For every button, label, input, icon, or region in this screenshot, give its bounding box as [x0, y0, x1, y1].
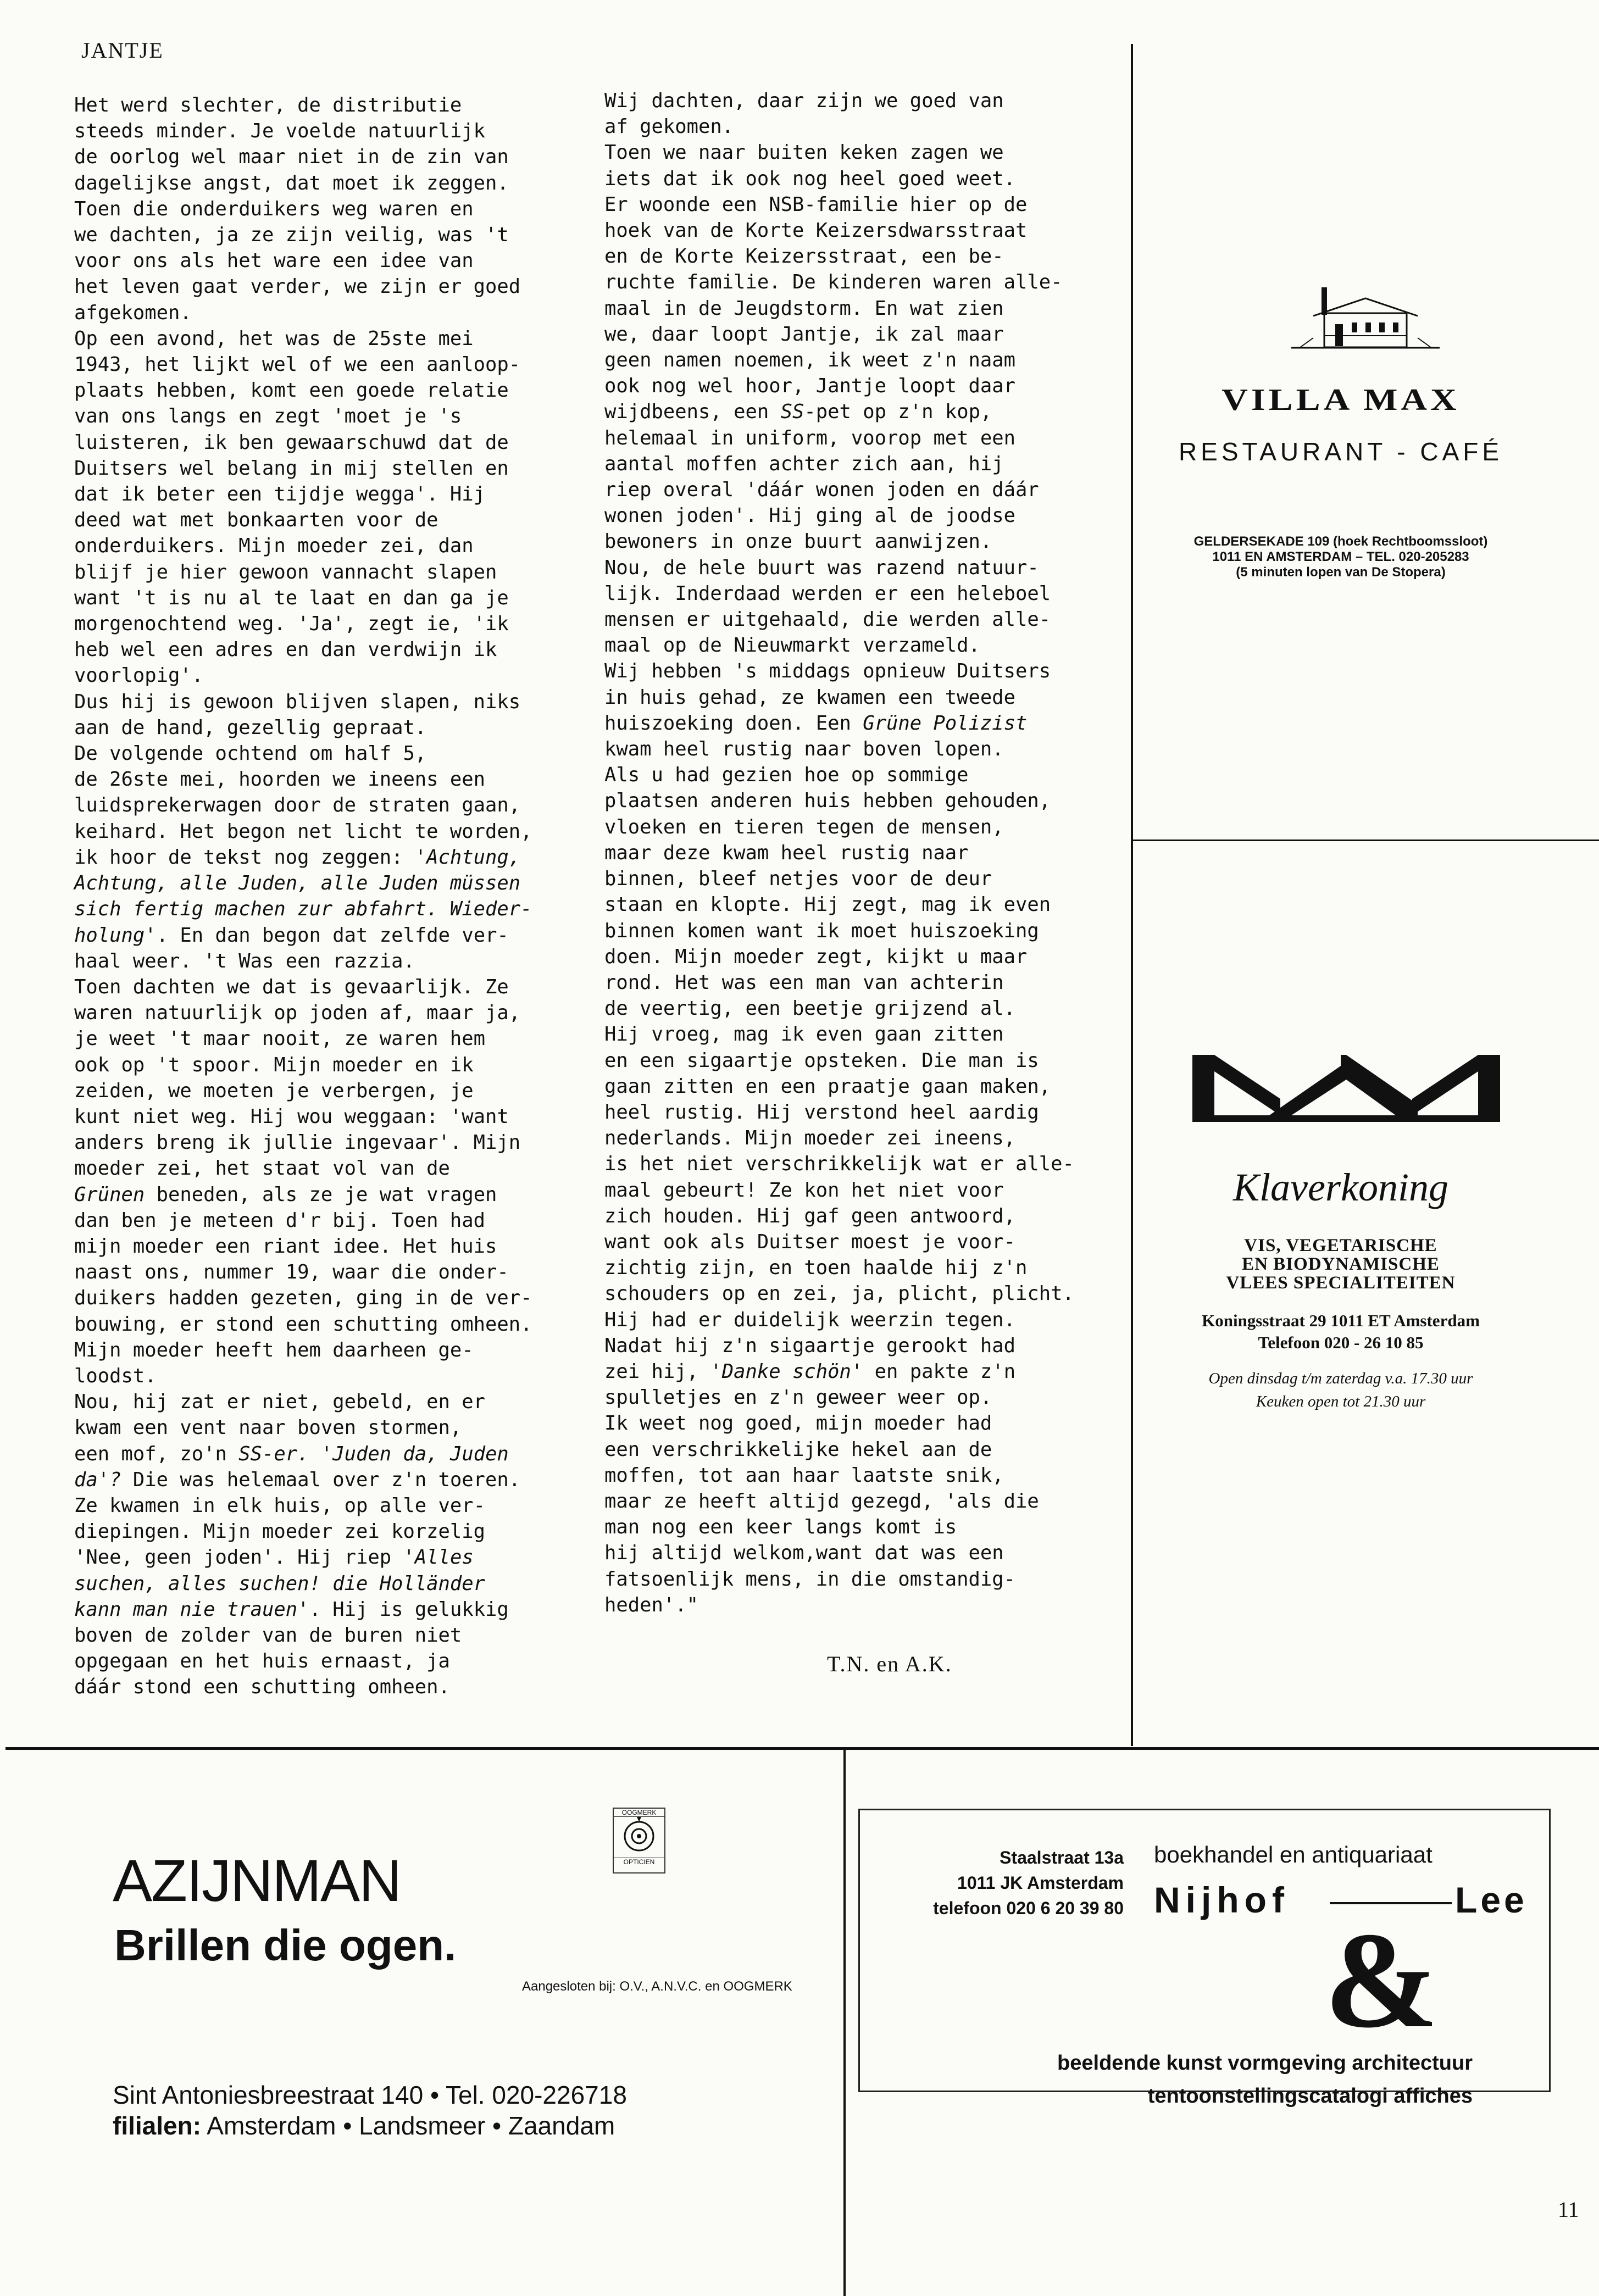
- oogmerk-badge-icon: OOGMERK OPTICIEN: [613, 1808, 665, 1874]
- article-column-2: [604, 88, 1074, 1618]
- villa-max-building-icon: [1291, 283, 1440, 362]
- article-line: spulletjes en z'n geweer weer op.: [604, 1386, 992, 1409]
- column-divider-vertical: [1131, 44, 1133, 1746]
- article-line: is het niet verschrikkelijk wat er alle-: [604, 1153, 1074, 1176]
- article-line: want ook als Duitser moest je voor-: [604, 1230, 1016, 1253]
- article-line: van ons langs en zegt 'moet je 's: [74, 405, 462, 428]
- article-line: steeds minder. Je voelde natuurlijk: [74, 120, 486, 143]
- article-line: Nadat hij z'n sigaartje gerookt had: [604, 1334, 1016, 1357]
- article-line: aantal moffen achter zich aan, hij: [604, 452, 1004, 475]
- article-line: Toen we naar buiten keken zagen we: [604, 141, 1004, 164]
- article-line: zeiden, we moeten je verbergen, je: [74, 1079, 474, 1102]
- article-line: de veertig, een beetje grijzend al.: [604, 997, 1016, 1020]
- article-line: hoek van de Korte Keizersdwarsstraat: [604, 219, 1028, 242]
- article-line: we dachten, ja ze zijn veilig, was 't: [74, 224, 509, 247]
- article-line: loodst.: [74, 1364, 157, 1387]
- article-line: schouders op en zei, ja, plicht, plicht.: [604, 1282, 1074, 1305]
- article-line: boven de zolder van de buren niet: [74, 1624, 462, 1647]
- villa-max-subtitle: RESTAURANT - CAFÉ: [1178, 437, 1503, 466]
- article-line: naast ons, nummer 19, waar die onder-: [74, 1261, 509, 1284]
- article-line: maar ze heeft altijd gezegd, 'als die: [604, 1489, 1039, 1513]
- article-signature: T.N. en A.K.: [827, 1652, 952, 1676]
- article-line: maal gebeurt! Ze kon het niet voor: [604, 1178, 1004, 1202]
- article-line: en een sigaartje opsteken. Die man is: [604, 1049, 1039, 1072]
- azijnman-logo: AZIJNMAN: [113, 1847, 401, 1914]
- article-line: mensen er uitgehaald, die werden alle-: [604, 608, 1051, 631]
- article-line: Er woonde een NSB-familie hier op de: [604, 193, 1028, 216]
- article-line: helemaal in uniform, voorop met een: [604, 426, 1016, 449]
- article-line: binnen komen want ik moet huiszoeking: [604, 919, 1039, 942]
- article-line: huiszoeking doen. Een Grüne Polizist: [604, 711, 1028, 735]
- article-line: vloeken en tieren tegen de mensen,: [604, 815, 1004, 838]
- article-line: staan en klopte. Hij zegt, mag ik even: [604, 893, 1051, 916]
- nijhof-lee-address: Staalstraat 13a 1011 JK Amsterdam telefoon 020 6 20 39 80: [933, 1848, 1124, 1918]
- klaverkoning-name: Klaverkoning: [1233, 1165, 1448, 1209]
- article-line: holung'. En dan begon dat zelfde ver-: [74, 924, 509, 947]
- article-line: geen namen noemen, ik weet z'n naam: [604, 349, 1016, 372]
- article-line: luidsprekerwagen door de straten gaan,: [74, 794, 521, 817]
- article-line: mijn moeder een riant idee. Het huis: [74, 1235, 497, 1258]
- article-line: Op een avond, het was de 25ste mei: [74, 327, 474, 350]
- article-line: bewoners in onze buurt aanwijzen.: [604, 530, 992, 553]
- article-line: doen. Mijn moeder zegt, kijkt u maar: [604, 945, 1028, 968]
- klaverkoning-logo-icon: [1192, 1055, 1500, 1139]
- article-line: diepingen. Mijn moeder zei korzelig: [74, 1520, 486, 1543]
- article-line: bouwing, er stond een schutting omheen.: [74, 1313, 532, 1336]
- article-line: aan de hand, gezellig gepraat.: [74, 716, 427, 739]
- article-line: de oorlog wel maar niet in de zin van: [74, 146, 509, 169]
- article-line: Toen dachten we dat is gevaarlijk. Ze: [74, 975, 509, 998]
- article-line: ik hoor de tekst nog zeggen: 'Achtung,: [74, 846, 521, 869]
- article-line: maar deze kwam heel rustig naar: [604, 841, 969, 864]
- article-line: rond. Het was een man van achterin: [604, 971, 1004, 994]
- article-line: dagelijkse angst, dat moet ik zeggen.: [74, 171, 509, 194]
- villa-max-address: GELDERSEKADE 109 (hoek Rechtboomssloot) 1011 EN AMSTERDAM – TEL. 020-205283 (5 minuten lopen van De Stopera): [1193, 534, 1488, 580]
- article-line: want 't is nu al te laat en dan ga je: [74, 586, 509, 609]
- article-line: fatsoenlijk mens, in die omstandig-: [604, 1567, 1016, 1591]
- article-line: luisteren, ik ben gewaarschuwd dat de: [74, 431, 509, 454]
- article-line: zich houden. Hij gaf geen antwoord,: [604, 1204, 1016, 1227]
- article-line: dan ben je meteen d'r bij. Toen had: [74, 1209, 486, 1232]
- article-line: een verschrikkelijke hekel aan de: [604, 1438, 992, 1461]
- article-line: De volgende ochtend om half 5,: [74, 742, 427, 765]
- article-line: morgenochtend weg. 'Ja', zegt ie, 'ik: [74, 613, 509, 636]
- article-line: ruchte familie. De kinderen waren alle-: [604, 271, 1063, 294]
- article-line: gaan zitten en een praatje gaan maken,: [604, 1075, 1051, 1098]
- azijnman-slogan: Brillen die ogen.: [114, 1921, 457, 1970]
- article-line: Mijn moeder heeft hem daarheen ge-: [74, 1338, 474, 1361]
- article-line: blijf je hier gewoon vannacht slapen: [74, 560, 497, 583]
- article-line: maal op de Nieuwmarkt verzameld.: [604, 634, 980, 657]
- bottom-ad-divider: [843, 1748, 846, 2296]
- villa-max-name: VILLA MAX: [1222, 382, 1460, 417]
- article-line: kann man nie trauen'. Hij is gelukkig: [74, 1598, 509, 1621]
- article-line: plaatsen anderen huis hebben gehouden,: [604, 790, 1051, 813]
- article-line: man nog een keer langs komt is: [604, 1516, 957, 1539]
- article-line: kwam heel rustig naar boven lopen.: [604, 738, 1004, 761]
- article-line: af gekomen.: [604, 115, 734, 138]
- article-column-1: [74, 92, 532, 1700]
- article-line: Dus hij is gewoon blijven slapen, niks: [74, 690, 521, 713]
- article-line: opgegaan en het huis ernaast, ja: [74, 1650, 450, 1673]
- nijhof-lee-ampersand: &: [1324, 1904, 1439, 2056]
- article-line: onderduikers. Mijn moeder zei, dan: [74, 535, 474, 558]
- article-line: heden'.": [604, 1593, 698, 1616]
- article-line: ook op 't spoor. Mijn moeder en ik: [74, 1053, 474, 1076]
- article-line: waren natuurlijk op joden af, maar ja,: [74, 1002, 521, 1025]
- article-line: Duitsers wel belang in mij stellen en: [74, 457, 509, 480]
- klaverkoning-address: Koningsstraat 29 1011 ET Amsterdam Telefoon 020 - 26 10 85: [1202, 1311, 1480, 1352]
- article-heading: JANTJE: [81, 38, 164, 63]
- article-line: nederlands. Mijn moeder zei ineens,: [604, 1127, 1016, 1150]
- article-line: Grünen beneden, als ze je wat vragen: [74, 1183, 497, 1206]
- article-line: voorlopig'.: [74, 664, 204, 687]
- article-line: hij altijd welkom,want dat was een: [604, 1542, 1004, 1565]
- article-line: Als u had gezien hoe op sommige: [604, 764, 969, 787]
- article-line: voor ons als het ware een idee van: [74, 249, 474, 273]
- article-line: moffen, tot aan haar laatste snik,: [604, 1464, 1004, 1487]
- nijhof-lee-tagline: boekhandel en antiquariaat: [1154, 1842, 1433, 1867]
- article-line: suchen, alles suchen! die Holländer: [74, 1572, 486, 1595]
- article-line: en de Korte Keizersstraat, een be-: [604, 245, 1004, 268]
- nijhof-lee-name-left: Nijhof: [1154, 1880, 1290, 1920]
- article-line: dat ik beter een tijdje wegga'. Hij: [74, 483, 486, 506]
- article-line: deed wat met bonkaarten voor de: [74, 509, 438, 532]
- article-line: Wij dachten, daar zijn we goed van: [604, 90, 1004, 112]
- article-line: in huis gehad, ze kwamen een tweede: [604, 686, 1016, 709]
- article-line: lijk. Inderdaad werden er een heleboel: [604, 582, 1051, 605]
- article-line: heb wel een adres en dan verdwijn ik: [74, 638, 497, 661]
- azijnman-affiliation: Aangesloten bij: O.V., A.N.V.C. en OOGMERK: [522, 1979, 792, 1994]
- article-line: riep overal 'dáár wonen joden en dáár: [604, 479, 1039, 502]
- klaverkoning-specialties: VIS, VEGETARISCHE EN BIODYNAMISCHE VLEES SPECIALITEITEN: [1226, 1236, 1456, 1293]
- article-line: het leven gaat verder, we zijn er goed: [74, 275, 521, 298]
- article-line: dáár stond een schutting omheen.: [74, 1676, 450, 1699]
- article-line: Hij had er duidelijk weerzin tegen.: [604, 1308, 1016, 1331]
- article-line: Hij vroeg, mag ik even gaan zitten: [604, 1023, 1004, 1046]
- article-line: Achtung, alle Juden, alle Juden müssen: [74, 872, 521, 895]
- page-divider-horizontal: [5, 1747, 1599, 1750]
- article-line: de 26ste mei, hoorden we ineens een: [74, 768, 486, 791]
- article-line: plaats hebben, komt een goede relatie: [74, 379, 509, 402]
- article-line: sich fertig machen zur abfahrt. Wieder-: [74, 898, 532, 921]
- article-line: da'? Die was helemaal over z'n toeren.: [74, 1468, 521, 1491]
- nijhof-lee-name-right: Lee: [1455, 1880, 1528, 1920]
- azijnman-address: Sint Antoniesbreestraat 140 • Tel. 020-226718 filialen: Amsterdam • Landsmeer • Zaandam: [113, 2081, 627, 2140]
- article-line: wonen joden'. Hij ging al de joodse: [604, 504, 1016, 527]
- nijhof-lee-specialties: beeldende kunst vormgeving architectuur tentoonstellingscatalogi affiches: [1057, 2052, 1473, 2108]
- article-line: 1943, het lijkt wel of we een aanloop-: [74, 353, 521, 376]
- article-line: 'Nee, geen joden'. Hij riep 'Alles: [74, 1546, 474, 1569]
- article-line: ook nog wel hoor, Jantje loopt daar: [604, 375, 1016, 398]
- article-line: Ik weet nog goed, mijn moeder had: [604, 1412, 992, 1435]
- article-line: zei hij, 'Danke schön' en pakte z'n: [604, 1360, 1016, 1383]
- article-line: wijdbeens, een SS-pet op z'n kop,: [604, 401, 992, 424]
- article-line: Ze kwamen in elk huis, op alle ver-: [74, 1494, 486, 1517]
- article-line: moeder zei, het staat vol van de: [74, 1157, 450, 1180]
- article-line: Nou, hij zat er niet, gebeld, en er: [74, 1391, 486, 1414]
- article-line: Het werd slechter, de distributie: [74, 94, 462, 116]
- article-line: Toen die onderduikers weg waren en: [74, 197, 474, 220]
- article-line: je weet 't maar nooit, ze waren hem: [74, 1027, 486, 1050]
- article-line: heel rustig. Hij verstond heel aardig: [604, 1100, 1039, 1124]
- article-line: keihard. Het begon net licht te worden,: [74, 820, 532, 843]
- klaverkoning-hours: Open dinsdag t/m zaterdag v.a. 17.30 uur Keuken open tot 21.30 uur: [1208, 1370, 1473, 1410]
- article-line: kunt niet weg. Hij wou weggaan: 'want: [74, 1105, 509, 1128]
- article-line: afgekomen.: [74, 301, 192, 324]
- article-line: een mof, zo'n SS-er. 'Juden da, Juden: [74, 1442, 509, 1465]
- article-line: kwam een vent naar boven stormen,: [74, 1416, 462, 1439]
- article-line: iets dat ik ook nog heel goed weet.: [604, 167, 1016, 190]
- page-number: 11: [1558, 2197, 1579, 2222]
- article-line: haal weer. 't Was een razzia.: [74, 949, 415, 972]
- article-line: Nou, de hele buurt was razend natuur-: [604, 556, 1039, 579]
- article-line: maal in de Jeugdstorm. En wat zien: [604, 297, 1004, 320]
- ad-divider-horizontal: [1131, 840, 1599, 841]
- article-line: we, daar loopt Jantje, ik zal maar: [604, 323, 1004, 346]
- article-line: Wij hebben 's middags opnieuw Duitsers: [604, 660, 1051, 683]
- article-line: duikers hadden gezeten, ging in de ver-: [74, 1287, 532, 1310]
- article-line: binnen, bleef netjes voor de deur: [604, 868, 992, 891]
- article-line: anders breng ik jullie ingevaar'. Mijn: [74, 1131, 521, 1154]
- article-line: zichtig zijn, en toen haalde hij z'n: [604, 1257, 1028, 1280]
